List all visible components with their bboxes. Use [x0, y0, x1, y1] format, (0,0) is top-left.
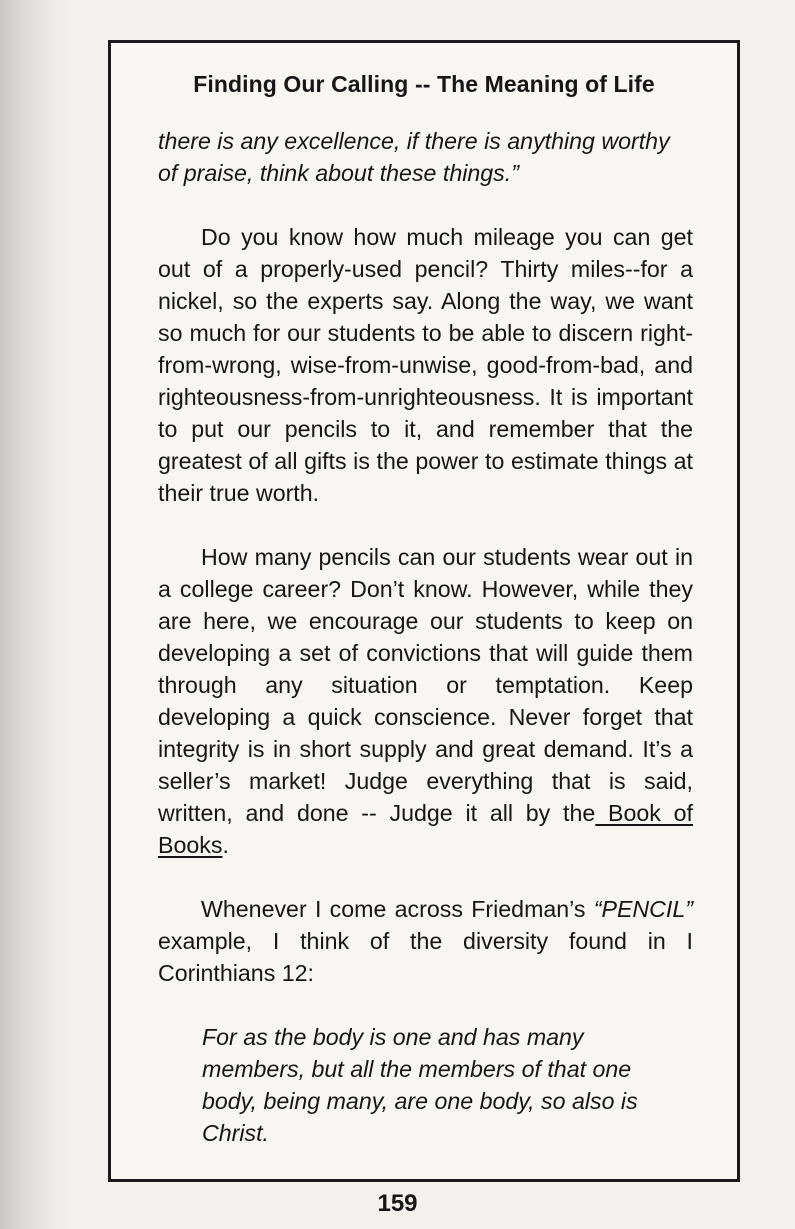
- chapter-title: Finding Our Calling -- The Meaning of Life: [193, 71, 655, 97]
- page-body: [158, 125, 693, 1149]
- paragraph-end-period: .: [222, 832, 229, 858]
- pencil-emphasis: “PENCIL”: [593, 896, 693, 922]
- paragraph-friedman-pencil: [158, 893, 693, 989]
- page-number: 159: [377, 1190, 418, 1217]
- paragraph-friedman-end: example, I think of the diversity found in I Corinthians 12:: [158, 928, 693, 986]
- paragraph-friedman-start: Whenever I come across Friedman’s: [201, 896, 594, 922]
- paragraph-quote-continuation: there is any excellence, if there is anything worthy of praise, think about these things.”: [158, 128, 670, 186]
- paragraph-pencils-college: [158, 541, 693, 861]
- book-gutter-shadow: [0, 0, 70, 1229]
- book-of-books-link[interactable]: Book of Books: [158, 800, 694, 858]
- page-frame: [108, 40, 740, 1182]
- paragraph-pencils-college-text: How many pencils can our students wear out in a college career? Don’t know. However, while they are here, we encourage our students to keep on developing a set of convictions that will guide them through any situation or temptation. Keep developing a quick conscience. Never forget that integrity is in short supply and great demand. It’s a seller’s market! Judge everything that is said, written, and done -- Judge it all by the: [158, 544, 693, 826]
- corinthians-block-quote: For as the body is one and has many members, but all the members of that one body, being many, are one body, so also is Christ.: [202, 1024, 638, 1146]
- paragraph-pencil-mileage: Do you know how much mileage you can get out of a properly-used pencil? Thirty miles--for a nickel, so the experts say. Along the way, we want so much for our students to be able to discern right-from-wrong, wise-from-unwise, good-from-bad, and righteousness-from-unrighteousness. It is important to put our pencils to it, and remember that the greatest of all gifts is the power to estimate things at their true worth.: [158, 224, 693, 506]
